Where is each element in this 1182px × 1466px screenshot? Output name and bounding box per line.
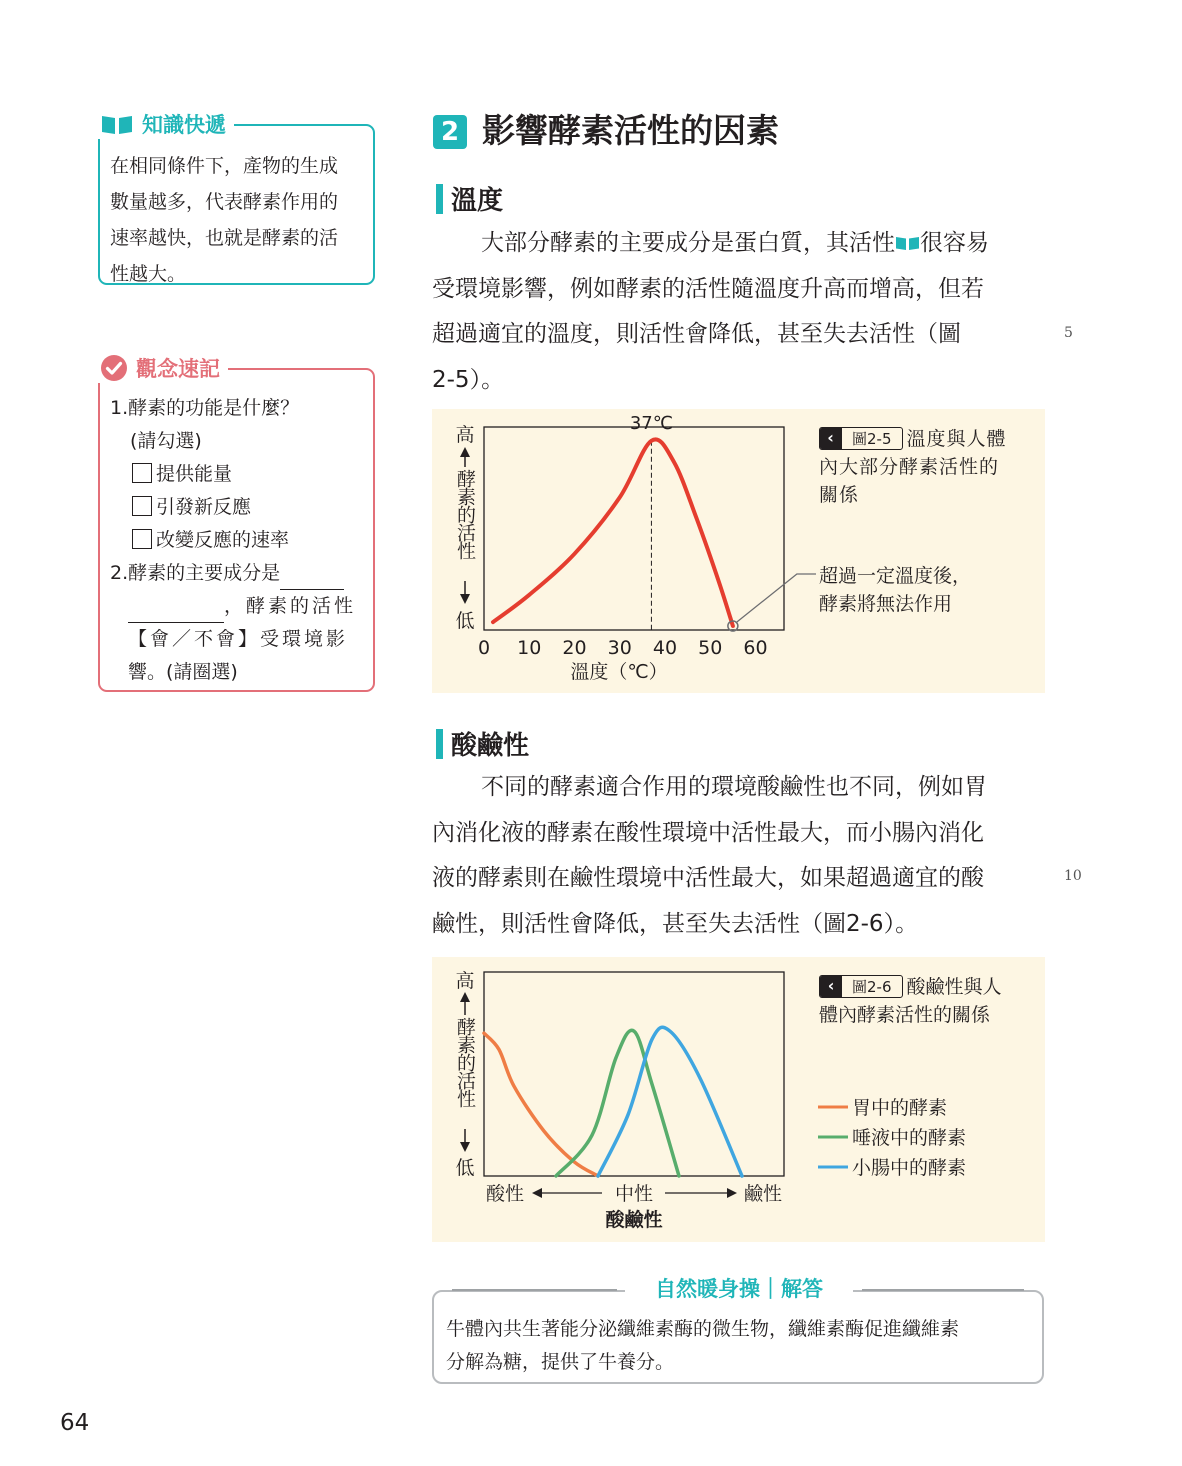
paragraph-line: 2-5）。 xyxy=(432,366,505,393)
answer-line: 分解為糖，提供了牛養分。 xyxy=(446,1351,675,1373)
heading-bar xyxy=(436,729,443,759)
y-high-label: 高 xyxy=(455,970,475,992)
concept-memo-title: 觀念速記 xyxy=(136,357,220,381)
memo-question-2-line2 xyxy=(110,590,368,623)
x-tick-label: 0 xyxy=(477,637,491,659)
callout-text: 超過一定溫度後， xyxy=(819,565,972,587)
caption-text: 內大部分酵素活性的 xyxy=(819,456,1000,478)
fill-blank[interactable] xyxy=(128,601,224,623)
memo-question-1-note: (請勾選) xyxy=(130,430,202,452)
x-tick-label: 60 xyxy=(743,637,768,659)
arrow-up-icon xyxy=(460,447,470,457)
option-reaction-rate[interactable] xyxy=(110,524,368,557)
arrow-up-icon xyxy=(460,992,470,1002)
enzyme-curves xyxy=(484,1027,742,1176)
figure-tag-number: 圖2-5 xyxy=(852,429,892,448)
x-tick-labels xyxy=(478,637,768,659)
plot-frame xyxy=(484,972,784,1176)
acidity-heading-text: 酸鹼性 xyxy=(451,731,530,761)
series-curve xyxy=(556,1030,679,1176)
memo-question-2 xyxy=(110,557,368,590)
checkbox-icon[interactable] xyxy=(132,463,152,483)
temperature-heading-text: 溫度 xyxy=(451,186,504,216)
caption-text: 酸鹼性與人 xyxy=(906,976,1002,998)
arrow-right-icon xyxy=(727,1188,737,1198)
option-label: 改變反應的速率 xyxy=(156,529,290,551)
paragraph-line: 受環境影響，例如酵素的活性隨溫度升高而增高，但若 xyxy=(432,275,984,302)
x-axis-label: 溫度（℃） xyxy=(570,661,668,683)
knowledge-tip-header xyxy=(94,109,234,139)
concept-memo-text xyxy=(110,392,368,689)
tip-line: 性越大。 xyxy=(110,263,187,285)
checkbox-icon[interactable] xyxy=(132,496,152,516)
tip-line: 數量越多，代表酵素作用的 xyxy=(110,191,339,213)
open-book-icon xyxy=(895,235,920,251)
figure-tag xyxy=(819,975,903,998)
paragraph-line: 超過適宜的溫度，則活性會降低，甚至失去活性（圖 xyxy=(432,321,961,347)
paragraph-text: 大部分酵素的主要成分是蛋白質，其活性 xyxy=(481,230,895,256)
x-left-label: 酸性 xyxy=(485,1183,525,1205)
y-high-label: 高 xyxy=(455,424,475,446)
answer-title-rule xyxy=(452,1289,617,1291)
knowledge-tip-box xyxy=(98,113,375,285)
x-tick-label: 40 xyxy=(652,637,678,659)
y-axis-label: 酵素的活性 xyxy=(454,469,476,559)
tip-line: 速率越快，也就是酵素的活 xyxy=(110,227,339,249)
x-tick-label: 20 xyxy=(562,637,587,659)
answer-line: 牛體內共生著能分泌纖維素酶的微生物，纖維素酶促進纖維素 xyxy=(446,1318,960,1340)
section-number-badge: 2 xyxy=(433,115,467,149)
concept-memo-box xyxy=(98,357,375,692)
paragraph-line: 內消化液的酵素在酸性環境中活性最大，而小腸內消化 xyxy=(432,819,984,846)
open-book-icon xyxy=(100,113,134,135)
enzyme-activity-curve xyxy=(493,439,733,626)
concept-memo-header xyxy=(94,353,228,383)
x-right-label: 鹼性 xyxy=(743,1183,783,1205)
arrow-down-icon xyxy=(460,1142,470,1152)
paragraph-line: 不同的酵素適合作用的環境酸鹼性也不同，例如胃 xyxy=(481,774,987,800)
memo-question-2-text: 2.酵素的主要成分是 xyxy=(110,562,281,584)
answer-text xyxy=(446,1313,1038,1379)
legend-label: 胃中的酵素 xyxy=(852,1097,948,1119)
tip-line: 在相同條件下，產物的生成 xyxy=(110,155,339,177)
x-tick-label: 50 xyxy=(698,637,723,659)
paragraph-text: 很容易 xyxy=(920,230,989,256)
checkbox-icon[interactable] xyxy=(132,529,152,549)
caption-text: 體內酵素活性的關係 xyxy=(819,1004,991,1026)
legend xyxy=(818,1097,966,1179)
paragraph-line: 鹼性，則活性會降低，甚至失去活性（圖2-6）。 xyxy=(432,910,919,937)
arrow-down-icon xyxy=(460,594,470,604)
line-number-marker: 10 xyxy=(1064,868,1082,884)
check-circle-icon xyxy=(100,354,128,382)
figure-tag xyxy=(819,427,903,450)
temperature-paragraph xyxy=(432,221,1044,403)
x-axis-label: 酸鹼性 xyxy=(605,1209,663,1231)
knowledge-tip-text xyxy=(110,148,368,292)
figure-2-6-caption xyxy=(819,973,1039,1029)
x-mid-label: 中性 xyxy=(614,1183,654,1205)
knowledge-tip-title: 知識快遞 xyxy=(142,113,226,137)
callout-leader-line xyxy=(737,574,816,622)
y-axis-label: 酵素的活性 xyxy=(454,1017,476,1107)
x-tick-label: 30 xyxy=(607,637,632,659)
caption-text: 溫度與人體 xyxy=(906,428,1007,450)
figure-2-5-caption xyxy=(819,425,1039,509)
option-new-reaction[interactable] xyxy=(110,491,368,524)
section-title: 影響酵素活性的因素 xyxy=(482,111,779,150)
paragraph-line xyxy=(432,221,1044,267)
answer-title-rule xyxy=(862,1289,1024,1291)
paragraph-line: 液的酵素則在鹼性環境中活性最大，如果超過適宜的酸 xyxy=(432,865,984,891)
chevron-left-icon: ‹ xyxy=(820,427,842,450)
y-low-label: 低 xyxy=(455,610,475,632)
memo-question-2-text: ，酵素的活性 xyxy=(224,595,357,617)
acidity-heading xyxy=(436,725,529,762)
memo-question-2-line3[interactable]: 【會／不會】受環境影 xyxy=(128,628,349,650)
figure-tag-number: 圖2-6 xyxy=(852,977,892,996)
caption-text: 關係 xyxy=(819,484,860,506)
peak-temperature-label: 37℃ xyxy=(629,412,673,434)
page-number: 64 xyxy=(60,1410,90,1436)
option-label: 引發新反應 xyxy=(156,496,252,518)
temperature-heading xyxy=(436,180,503,217)
memo-question-2-line4: 響。(請圈選) xyxy=(128,661,238,683)
legend-label: 唾液中的酵素 xyxy=(852,1127,967,1149)
figure-2-5-callout xyxy=(819,562,1039,618)
option-energy[interactable] xyxy=(110,458,368,491)
arrow-left-icon xyxy=(532,1188,542,1198)
answer-title: 自然暖身操｜解答 xyxy=(625,1274,853,1304)
memo-question-1: 1.酵素的功能是什麼？ xyxy=(110,397,300,419)
callout-text: 酵素將無法作用 xyxy=(819,593,953,615)
acidity-paragraph xyxy=(432,765,1044,947)
series-curve xyxy=(484,1033,598,1176)
line-number-marker: 5 xyxy=(1064,325,1073,341)
legend-label: 小腸中的酵素 xyxy=(852,1157,967,1179)
heading-bar xyxy=(436,184,443,214)
y-low-label: 低 xyxy=(455,1157,475,1179)
option-label: 提供能量 xyxy=(156,463,233,485)
plot-frame xyxy=(484,427,784,630)
fill-blank[interactable] xyxy=(280,568,344,590)
x-tick-label: 10 xyxy=(517,637,542,659)
chevron-left-icon: ‹ xyxy=(820,975,842,998)
